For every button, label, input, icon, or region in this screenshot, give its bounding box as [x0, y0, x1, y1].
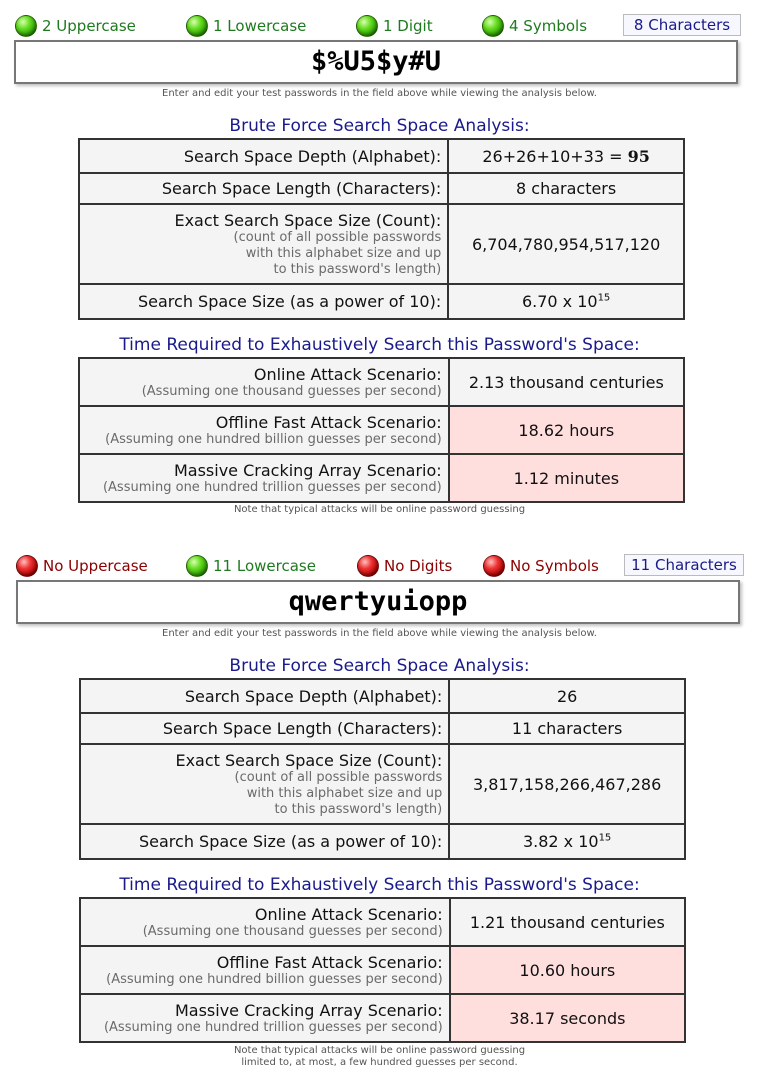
- offline-scenario-cell: [79, 406, 449, 454]
- table-row: [79, 139, 684, 173]
- status-indicators: [0, 551, 759, 581]
- exact-size-label: Exact Search Space Size (Count):: [174, 210, 442, 230]
- time-required-heading: Time Required to Exhaustively Search this Password's Space:: [119, 875, 640, 895]
- password-value[interactable]: qwertyuiopp: [288, 586, 468, 617]
- online-scenario-value: 1.21 thousand centuries: [450, 898, 685, 946]
- online-scenario-cell: [79, 358, 449, 406]
- power-label: Search Space Size (as a power of 10):: [79, 284, 448, 319]
- massive-scenario-note: (Assuming one hundred trillion guesses per second): [103, 1019, 443, 1035]
- attack-note: [0, 504, 759, 516]
- table-row: [79, 406, 684, 454]
- symbol-label: No Symbols: [510, 557, 599, 575]
- table-row: [80, 679, 685, 713]
- time-table: [78, 357, 685, 503]
- depth-total: 95: [627, 146, 650, 166]
- exact-size-note-1: (count of all possible passwords: [234, 769, 443, 785]
- power-mantissa: 6.70 x 10: [521, 292, 598, 311]
- offline-scenario-label: Offline Fast Attack Scenario:: [216, 952, 443, 972]
- exact-size-note-2: with this alphabet size and up: [245, 245, 442, 261]
- table-row: [79, 284, 684, 319]
- input-hint: Enter and edit your test passwords in the field above while viewing the analysis below.: [162, 628, 597, 639]
- power-exponent: 15: [598, 832, 612, 844]
- power-mantissa: 3.82 x 10: [522, 832, 599, 851]
- password-value[interactable]: $%U5$y#U: [310, 46, 442, 77]
- search-space-table: [78, 138, 685, 320]
- lowercase-indicator: [186, 13, 306, 39]
- depth-label: Search Space Depth (Alphabet):: [79, 139, 448, 173]
- table-row: [80, 898, 685, 946]
- power-value: [448, 284, 684, 319]
- green-led-icon: [482, 15, 504, 37]
- green-led-icon: [15, 15, 37, 37]
- attack-note-line-1: Note that typical attacks will be online password guessing: [233, 1045, 526, 1056]
- uppercase-indicator: [16, 553, 148, 579]
- length-value: 11 characters: [449, 713, 685, 744]
- massive-scenario-cell: [80, 994, 450, 1042]
- offline-scenario-value: 18.62 hours: [449, 406, 684, 454]
- offline-scenario-label: Offline Fast Attack Scenario:: [215, 412, 442, 432]
- password-input[interactable]: [14, 40, 738, 84]
- uppercase-indicator: [15, 13, 136, 39]
- table-row: [80, 824, 685, 859]
- power-label: Search Space Size (as a power of 10):: [80, 824, 449, 859]
- symbol-indicator: [482, 13, 587, 39]
- time-required-heading: Time Required to Exhaustively Search this Password's Space:: [119, 335, 640, 355]
- lowercase-label: 11 Lowercase: [213, 557, 316, 575]
- red-led-icon: [16, 555, 38, 577]
- digit-indicator: [356, 13, 433, 39]
- massive-scenario-label: Massive Cracking Array Scenario:: [174, 1000, 443, 1020]
- depth-formula: 26: [556, 686, 578, 706]
- offline-scenario-note: (Assuming one hundred billion guesses per second): [106, 971, 443, 987]
- exact-size-cell: [79, 204, 448, 284]
- green-led-icon: [356, 15, 378, 37]
- power-value: [449, 824, 685, 859]
- table-row: [80, 946, 685, 994]
- massive-scenario-cell: [79, 454, 449, 502]
- analysis-panel-2: [0, 540, 759, 1075]
- input-hint: Enter and edit your test passwords in the field above while viewing the analysis below.: [162, 88, 597, 99]
- character-count: 11 Characters: [631, 556, 737, 574]
- attack-note-line-2: limited to, at most, a few hundred guesses per second.: [241, 1057, 518, 1068]
- length-label: Search Space Length (Characters):: [79, 173, 448, 204]
- length-label: Search Space Length (Characters):: [80, 713, 449, 744]
- lowercase-indicator: [186, 553, 316, 579]
- depth-label: Search Space Depth (Alphabet):: [80, 679, 449, 713]
- massive-scenario-value: 38.17 seconds: [450, 994, 685, 1042]
- search-space-table: [79, 678, 686, 860]
- massive-scenario-note: (Assuming one hundred trillion guesses per second): [102, 479, 442, 495]
- table-row: [79, 454, 684, 502]
- offline-scenario-value: 10.60 hours: [450, 946, 685, 994]
- green-led-icon: [186, 15, 208, 37]
- attack-note-line-1: Note that typical attacks will be online password guessing: [233, 504, 526, 515]
- digit-label: 1 Digit: [383, 17, 433, 35]
- exact-size-value: 6,704,780,954,517,120: [448, 204, 684, 284]
- exact-size-note-2: with this alphabet size and up: [246, 785, 443, 801]
- symbol-label: 4 Symbols: [509, 17, 588, 35]
- table-row: [80, 994, 685, 1042]
- red-led-icon: [483, 555, 505, 577]
- table-row: [79, 204, 684, 284]
- symbol-indicator: [483, 553, 599, 579]
- lowercase-label: 1 Lowercase: [213, 17, 307, 35]
- offline-scenario-note: (Assuming one hundred billion guesses per second): [105, 431, 442, 447]
- length-value: 8 characters: [448, 173, 684, 204]
- exact-size-note-3: to this password's length): [274, 801, 443, 817]
- character-count-box: [623, 14, 741, 36]
- table-row: [80, 744, 685, 824]
- status-indicators: [0, 11, 759, 41]
- online-scenario-cell: [80, 898, 450, 946]
- red-led-icon: [357, 555, 379, 577]
- online-scenario-label: Online Attack Scenario:: [254, 904, 443, 924]
- exact-size-note-1: (count of all possible passwords: [233, 229, 442, 245]
- online-scenario-value: 2.13 thousand centuries: [449, 358, 684, 406]
- table-row: [79, 358, 684, 406]
- green-led-icon: [186, 555, 208, 577]
- digit-indicator: [357, 553, 452, 579]
- table-row: [80, 713, 685, 744]
- online-scenario-note: (Assuming one thousand guesses per second): [142, 923, 443, 939]
- massive-scenario-value: 1.12 minutes: [449, 454, 684, 502]
- online-scenario-label: Online Attack Scenario:: [253, 364, 442, 384]
- uppercase-label: No Uppercase: [43, 557, 148, 575]
- uppercase-label: 2 Uppercase: [42, 17, 136, 35]
- character-count: 8 Characters: [633, 16, 731, 34]
- digit-label: No Digits: [384, 557, 453, 575]
- offline-scenario-cell: [80, 946, 450, 994]
- character-count-box: [624, 554, 744, 576]
- exact-size-value: 3,817,158,266,467,286: [449, 744, 685, 824]
- depth-value: [449, 679, 685, 713]
- brute-force-heading: Brute Force Search Space Analysis:: [229, 116, 530, 136]
- table-row: [79, 173, 684, 204]
- power-exponent: 15: [597, 292, 611, 304]
- time-table: [79, 897, 686, 1043]
- analysis-panel-1: [0, 0, 759, 520]
- password-input[interactable]: [16, 580, 740, 624]
- brute-force-heading: Brute Force Search Space Analysis:: [229, 656, 530, 676]
- depth-formula: 26+26+10+33 =: [482, 146, 623, 166]
- exact-size-note-3: to this password's length): [273, 261, 442, 277]
- massive-scenario-label: Massive Cracking Array Scenario:: [173, 460, 442, 480]
- attack-note: [0, 1045, 759, 1069]
- online-scenario-note: (Assuming one thousand guesses per second): [141, 383, 442, 399]
- exact-size-label: Exact Search Space Size (Count):: [175, 750, 443, 770]
- exact-size-cell: [80, 744, 449, 824]
- depth-value: [448, 139, 684, 173]
